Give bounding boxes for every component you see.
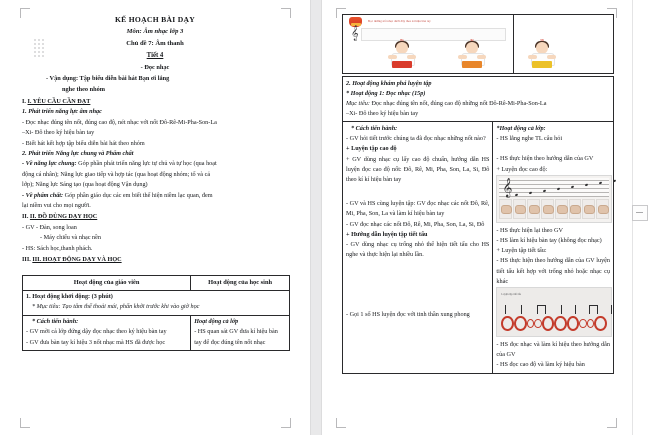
rhythm-circle (579, 319, 586, 328)
section-title-1: I. YÊU CẦU CẦN ĐẠT (27, 98, 91, 105)
teacher-column-header: * Cách tiến hành: (351, 125, 398, 132)
teacher-step-2: - GV đưa bàn tay kí hiệu 3 nốt nhạc mà HS đã được học (26, 338, 166, 346)
page-widget-icon[interactable] (632, 205, 648, 221)
table-row (343, 122, 614, 373)
activity-1-heading: * Hoạt động 1: Đọc nhạc (15p) (346, 89, 426, 97)
page-title-block (40, 14, 270, 62)
section-heading-3 (22, 255, 290, 265)
lesson-number: Tiết 4 (146, 52, 164, 59)
student-block-8: - HS đọc nhạc và làm kí hiệu theo hướng dẫn của GV (496, 341, 610, 359)
teacher-step-1: - GV mời cả lớp đứng dậy đọc nhạc theo ký hiệu bàn tay (26, 328, 167, 336)
bullet-3-line-3: lớp); Năng lực Sáng tạo (qua hoạt động Vận dụng) (22, 181, 148, 189)
student-block-4: - HS thực hiện lại theo GV (496, 226, 563, 234)
table-cell-activity-title (23, 290, 290, 315)
table (22, 275, 290, 351)
handsign-cell (569, 199, 582, 219)
handsign-cell (499, 199, 512, 219)
bullet-1-line-1: - Đọc nhạc đúng tên nốt, đúng cao độ, nét nhạc với nốt Đô-Rê-Mi-Pha-Son-La (22, 118, 217, 126)
table (342, 14, 614, 74)
page-title: KẾ HOẠCH BÀI DẠY (114, 15, 196, 24)
student-activity-header: Hoạt động cả lớp (194, 318, 239, 326)
rhythm-circle (534, 319, 541, 328)
treble-clef-icon: 𝄞 (351, 25, 359, 40)
illustration-table (342, 14, 614, 74)
kid-illustration-3 (525, 42, 559, 68)
activity-1-goal-2: –Xi- Đô theo ký hiệu bàn tay (346, 110, 419, 118)
lesson-subtitle-block (40, 62, 270, 96)
handsign-cell (596, 199, 609, 219)
teacher-step-header: * Cách tiến hành: (32, 318, 79, 326)
equipment-line-1: - GV - Đàn, song loan (22, 223, 77, 231)
teacher-block-7: - GV dùng nhạc cụ trống nhỏ thể hiện tiết tấu cho HS nghe và thực hiện lại nhiều lần. (346, 241, 490, 259)
table-header-row (23, 276, 290, 291)
table-row (23, 290, 290, 315)
table-header-cell-student (191, 276, 290, 291)
bullet-4-lead: - Về phẩm chất: (22, 191, 64, 199)
rhythm-circle (527, 319, 534, 328)
rhythm-circle (587, 319, 594, 328)
bullet-3-line-2: động cá nhân); Năng lực giao tiếp và hợp tác (qua hoạt động nhóm; tổ và cả (22, 170, 211, 178)
student-block-5: - HS làm kí hiệu bàn tay (không đọc nhạc) (496, 237, 602, 245)
rhythm-circle (554, 316, 567, 331)
student-block-6: + Luyện tập tiết tấu: (496, 247, 547, 255)
section-number-1: I. (22, 98, 28, 105)
equipment-line-2: - Máy chiếu và nhạc nền (40, 234, 101, 242)
document-page-left (0, 0, 310, 435)
handsign-cell (555, 199, 568, 219)
subject-line: Môn: Âm nhạc lớp 3 (126, 28, 184, 35)
section-2-heading: 2. Hoạt động khám phá luyện tập (346, 79, 432, 87)
rhythm-caption: Luyện tập tiết tấu (501, 293, 522, 297)
teacher-block-1: - GV hỏi tiết trước chúng ta đã đọc nhạc những nốt nào? (346, 135, 486, 143)
crop-mark-top-right (281, 8, 291, 18)
image-handsign-staff (496, 175, 612, 223)
teacher-block-8: - Gọi 1 số HS luyện đọc với tinh thần xung phong (346, 311, 470, 319)
student-block-7: - HS thực hiện theo hướng dẫn của GV luyện tiết tấu kết hợp với trống nhỏ hoặc nhạc cụ khác (496, 257, 610, 285)
handsign-cell (582, 199, 595, 219)
bullet-4-line-2: lại niềm vui cho mọi người. (22, 202, 91, 210)
teacher-block-5: - GV đọc nhạc các nốt Đô, Rê, Mi, Pha, Son, La, Si, Đô (346, 220, 485, 228)
crop-mark-bottom-right (607, 418, 617, 428)
lesson-body (22, 96, 290, 266)
bullet-4-line-1 (22, 191, 290, 201)
section-heading-2 (22, 212, 290, 222)
table-cell-teacher-column (343, 122, 493, 373)
subsection-1-1: 1. Phát triển năng lực âm nhạc (22, 108, 102, 116)
student-step-1: - HS quan sát GV đưa kí hiệu bàn tay để đọc đúng tên nốt nhạc (194, 328, 278, 346)
column-header-teacher: Hoạt động của giáo viên (73, 278, 140, 286)
illustration-caption: Đọc những nốt nhạc dưới đây theo kí hiệu bàn tay (368, 19, 431, 23)
table-header-cell-teacher (23, 276, 191, 291)
rhythm-circle (567, 316, 580, 331)
goal-text-1: Đọc nhạc đúng tên nốt, đúng cao độ những nốt Đô-Rê-Mi-Pha-Son-La (371, 100, 547, 107)
crop-mark-top-left (20, 8, 30, 18)
activity-table-right (342, 76, 614, 374)
teacher-block-3: + GV dùng nhạc cụ lấy cao độ chuẩn, hướng dẫn HS luyện đọc cao độ nốt: Đô, Rê, Mi, Pha, Son, La, Si, Đô theo kí kí hiệu bàn tay (346, 155, 490, 184)
handsign-row (499, 199, 609, 219)
kid-illustration-1 (385, 42, 419, 68)
bullet-2: - Biết hát kết hợp tập biểu diễn bài hát theo nhóm (22, 139, 145, 147)
subtitle-line-1: - Đọc nhạc (140, 64, 170, 71)
image-music-notes-handsigns (344, 16, 512, 68)
teacher-block-6: + Hướng dẫn luyện tập tiết tấu (346, 230, 428, 238)
rhythm-circle (514, 316, 527, 331)
section-heading-1 (22, 97, 290, 107)
activity-table-left (22, 275, 290, 351)
teacher-block-2: + Luyện tập cao độ (346, 145, 397, 153)
teacher-block-4: - GV và HS cùng luyện tập: GV đọc nhạc các nốt Đô, Rê, Mi, Pha, Son, La và làm kí hiệu bàn tay (346, 200, 490, 218)
bullet-1-line-2: –Xi- Đô theo ký hiệu bàn tay (22, 129, 95, 137)
equipment-line-3: - HS: Sách học,thanh phách. (22, 244, 93, 252)
activity-goal-1: * Mục tiêu: Tạo tâm thế thoải mái, phấn khởi trước khi vào giờ học (32, 303, 200, 311)
table-cell-student-column (493, 122, 614, 373)
table (342, 76, 614, 374)
handsign-staff (499, 178, 609, 197)
bullet-3-lead: - Về năng lực chung: (22, 160, 77, 168)
document-page-right (322, 0, 634, 435)
student-block-9: - HS đọc cao độ và làm ký hiệu bàn (496, 361, 585, 369)
handsign-cell (541, 199, 554, 219)
kid-illustration-2 (455, 42, 489, 68)
handsign-cell (513, 199, 526, 219)
page-gutter (310, 0, 322, 435)
table-row (343, 77, 614, 122)
gutter-line-left (310, 0, 311, 435)
student-block-3: + Luyện đọc cao độ: (496, 165, 548, 173)
crop-mark-bottom-left (336, 418, 346, 428)
treble-clef-icon: 𝄞 (502, 177, 513, 197)
subtitle-line-2: - Vận dụng: Tập biểu diễn bài hát Bạn ơi lắng (46, 75, 170, 83)
section-number-3: III. (22, 256, 33, 264)
crop-mark-bottom-left (20, 418, 30, 428)
rhythm-circle (542, 316, 555, 331)
bullet-3-line-1 (22, 159, 290, 169)
bullet-3-text-1: Góp phần phát triển năng lực tự chủ và tự học (qua hoạt (78, 160, 217, 168)
image-rhythm-exercise (496, 287, 612, 337)
rhythm-circle (501, 316, 514, 331)
table-cell-section2-header (343, 77, 614, 122)
table-row (23, 315, 290, 350)
handsign-cell (527, 199, 540, 219)
student-column-header: *Hoạt động cả lớp: (496, 125, 546, 132)
rhythm-circle (594, 316, 607, 331)
subsection-1-2: 2. Phát triển Năng lực chung và Phẩm chất (22, 150, 134, 158)
column-header-student: Hoạt động của học sinh (208, 278, 273, 286)
student-block-2: - HS thực hiện theo hướng dẫn của GV (496, 155, 594, 163)
rhythm-stave (501, 298, 607, 314)
topic-line: Chủ đề 7: Âm thanh (126, 39, 184, 47)
subtitle-line-3: nghe theo nhóm (62, 86, 106, 94)
staff-bar (361, 28, 506, 41)
rhythm-circles (501, 315, 607, 331)
goal-lead: Mục tiêu: (346, 100, 370, 107)
section-title-3: III. HOẠT ĐỘNG DẠY VÀ HỌC (32, 256, 122, 264)
activity-title-1: 1. Hoạt động khởi động: (3 phút) (26, 293, 113, 301)
activity-1-goal (346, 99, 610, 109)
bullet-4-text-1: Góp phần giáo dục các em biết thể hiện niềm lạc quan, đem (64, 191, 213, 199)
table-row (343, 15, 614, 74)
student-block-1: - HS lắng nghe TL câu hỏi (496, 135, 563, 143)
section-number-2: II. (22, 213, 30, 221)
section-title-2: II. ĐỒ DÙNG DẠY HỌC (29, 213, 98, 221)
table-cell-teacher-actions (23, 315, 191, 350)
crop-mark-bottom-right (281, 418, 291, 428)
table-cell-student-actions (191, 315, 290, 350)
table-cell-illustration (343, 15, 514, 74)
